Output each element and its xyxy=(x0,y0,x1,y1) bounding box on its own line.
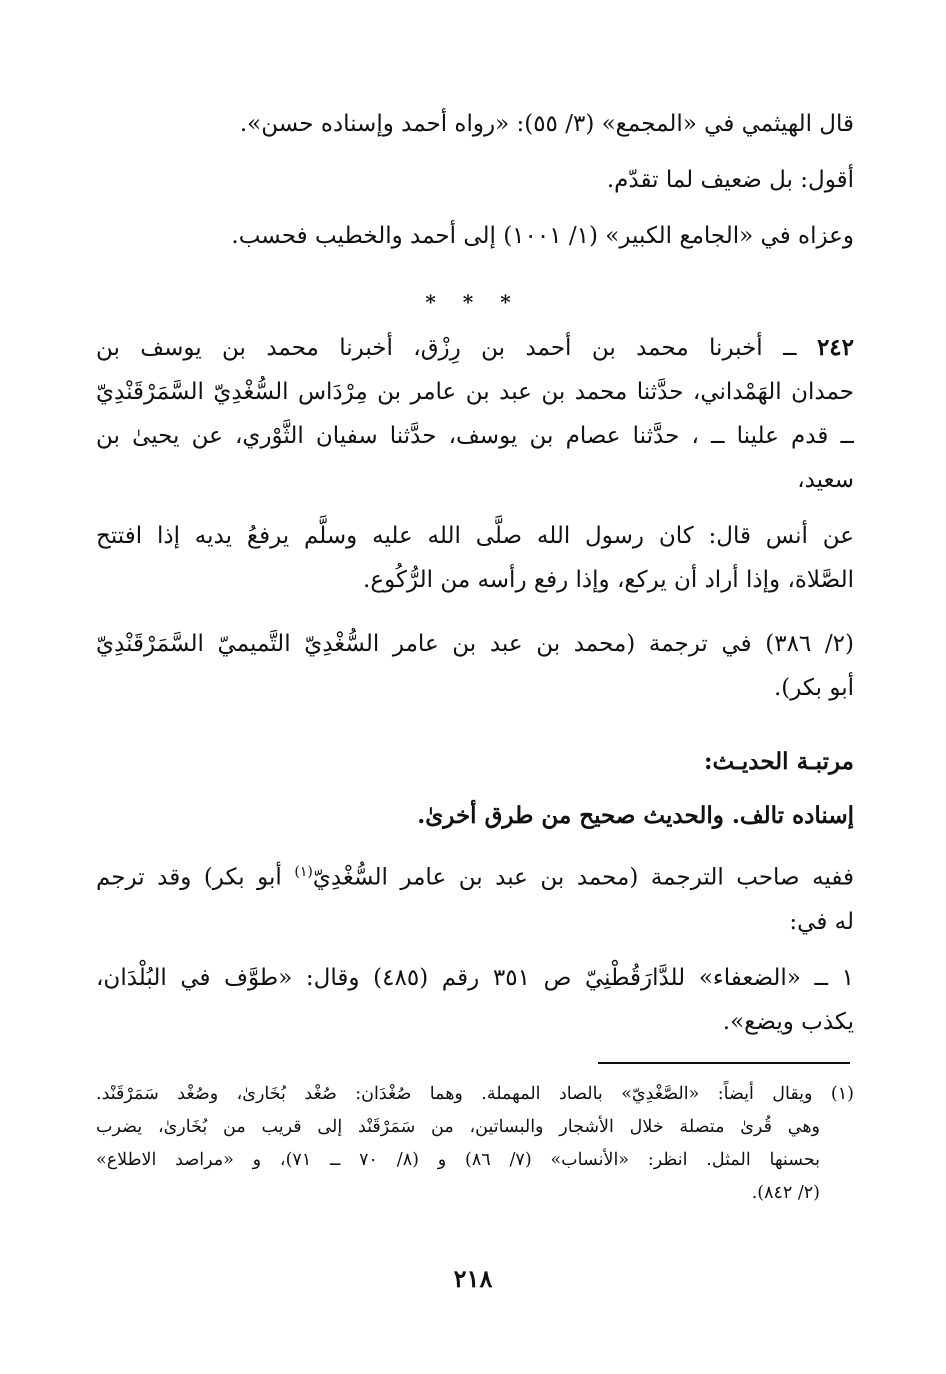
footnote-line-1: (١) ويقال أيضاً: «الصَّغْدِيّ» بالصاد المهملة. وهما صُغْدَان: صُغْد بُخَارىٰ، وصُغْد سَمَرْقَنْد. xyxy=(96,1084,854,1104)
matn-line-1: عن أنس قال: كان رسول الله صلَّى الله عليه وسلَّم يرفعُ يديه إذا افتتح xyxy=(96,523,854,549)
matn-line-2: الصَّلاة، وإذا أراد أن يركع، وإذا رفع رأسه من الرُّكُوع. xyxy=(363,567,854,593)
majma-citation: قال الهيثمي في «المجمع» (٣/ ٥٥): «رواه أحمد وإسناده حسن». xyxy=(239,111,854,137)
explanation-text-a: ففيه صاحب الترجمة (محمد بن عبد بن عامر السُّغْدِيّ xyxy=(312,864,854,891)
isnad-line-3: ــ قدم علينا ــ ، حدَّثنا عصام بن يوسف، حدَّثنا سفيان الثَّوْري، عن يحيىٰ بن xyxy=(96,423,854,449)
grade-explanation xyxy=(96,850,854,944)
footnote-divider xyxy=(598,1062,850,1064)
isnad-line-4: سعيد، xyxy=(797,467,854,493)
explanation-text-b: أبو بكر) وقد ترجم xyxy=(96,864,282,891)
opening-paragraphs xyxy=(96,102,854,270)
explanation-line-1 xyxy=(96,850,854,900)
section-separator: * * * xyxy=(425,290,521,314)
explanation-line-2: له في: xyxy=(789,908,854,935)
item1-line-1: ١ ــ «الضعفاء» للدَّارَقُطْنِيّ ص ٣٥١ رقم (٤٨٥) وقال: «طوَّف في البُلْدَان، xyxy=(96,965,854,991)
source-item-1 xyxy=(96,956,854,1044)
reference-line-1: (٢/ ٣٨٦) في ترجمة (محمد بن عبد بن عامر السُّغْدِيّ التَّميميّ السَّمَرْقَنْدِيّ xyxy=(96,631,854,657)
isnad-text-1: ــ أخبرنا محمد بن أحمد بن رِزْق، أخبرنا محمد بن يوسف بن xyxy=(96,335,797,361)
page-number: ٢١٨ xyxy=(453,1264,493,1293)
hadith-reference xyxy=(96,622,854,710)
hadith-matn xyxy=(96,514,854,602)
reference-line-2: أبو بكر). xyxy=(773,675,854,701)
footnote xyxy=(96,1078,854,1210)
item1-line-2: يكذب ويضع». xyxy=(722,1009,854,1035)
author-comment: أقول: بل ضعيف لما تقدّم. xyxy=(606,167,854,193)
isnad-line-1 xyxy=(96,326,854,370)
footnote-line-4: (٢/ ٨٤٢). xyxy=(751,1183,820,1203)
grade-heading: مرتبـة الحديـث: xyxy=(704,748,854,775)
footnote-marker: (١) xyxy=(294,864,313,880)
footnote-line-2: وهي قُرىٰ متصلة خلال الأشجار والبساتين، من سَمَرْقَنْد إلى قريب من بُخَارىٰ، يضرب xyxy=(96,1117,820,1137)
grade-verdict: إسناده تالف. والحديث صحيح من طرق أخرىٰ. xyxy=(417,802,854,829)
hadith-number: ٢٤٢ xyxy=(816,334,854,361)
hadith-isnad xyxy=(96,326,854,502)
isnad-line-2: حمدان الهَمْداني، حدَّثنا محمد بن عبد بن عامر بن مِرْدَاس السُّغْدِيّ السَّمَرْقَنْدِيّ xyxy=(96,379,854,405)
jami-citation: وعزاه في «الجامع الكبير» (١/ ١٠٠١) إلى أحمد والخطيب فحسب. xyxy=(231,223,854,249)
footnote-line-3: بحسنها المثل. انظر: «الأنساب» (٧/ ٨٦) و (٨/ ٧٠ ــ ٧١)، و «مراصد الاطلاع» xyxy=(96,1150,820,1170)
